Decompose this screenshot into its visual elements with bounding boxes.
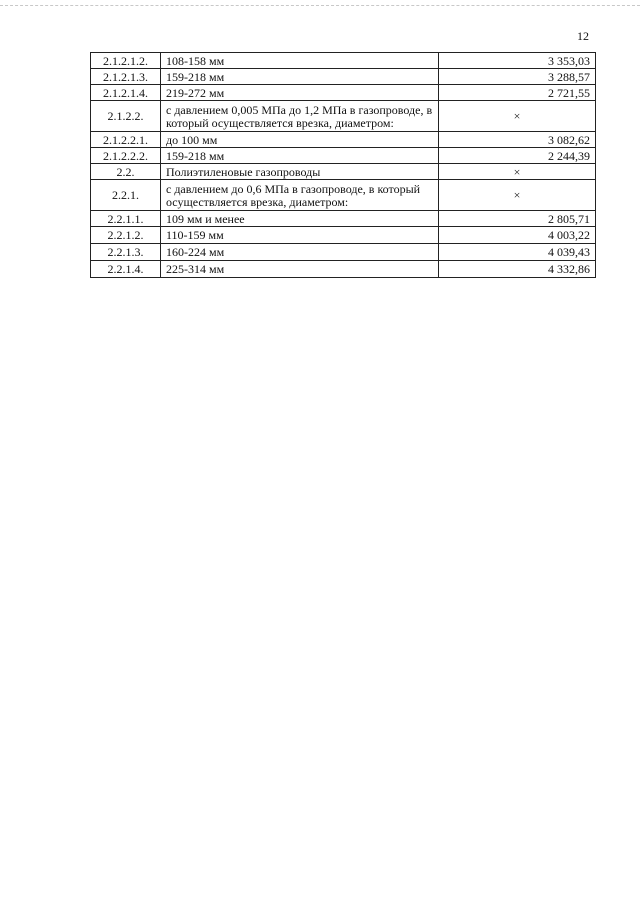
- row-number: 2.1.2.2.: [91, 101, 161, 132]
- row-description: 108-158 мм: [161, 53, 439, 69]
- row-value: 2 721,55: [439, 85, 596, 101]
- row-description: с давлением до 0,6 МПа в газопроводе, в который осуществляется врезка, диаметром:: [161, 180, 439, 211]
- not-applicable-mark: ×: [439, 164, 596, 180]
- not-applicable-mark: ×: [439, 101, 596, 132]
- table-row: [91, 85, 596, 101]
- row-value: 3 288,57: [439, 69, 596, 85]
- row-number: 2.2.1.1.: [91, 211, 161, 227]
- tariff-table-body: [91, 53, 596, 278]
- row-description: 225-314 мм: [161, 261, 439, 278]
- table-row: [91, 164, 596, 180]
- table-row: [91, 180, 596, 211]
- row-number: 2.1.2.1.4.: [91, 85, 161, 101]
- row-value: 2 805,71: [439, 211, 596, 227]
- row-number: 2.2.1.4.: [91, 261, 161, 278]
- row-description: 159-218 мм: [161, 69, 439, 85]
- row-number: 2.1.2.1.2.: [91, 53, 161, 69]
- row-description: 109 мм и менее: [161, 211, 439, 227]
- not-applicable-mark: ×: [439, 180, 596, 211]
- row-value: 3 353,03: [439, 53, 596, 69]
- scan-top-edge: [0, 5, 640, 6]
- row-number: 2.1.2.2.1.: [91, 132, 161, 148]
- row-number: 2.2.1.: [91, 180, 161, 211]
- table-row: [91, 261, 596, 278]
- row-number: 2.2.: [91, 164, 161, 180]
- table-row: [91, 101, 596, 132]
- row-value: 3 082,62: [439, 132, 596, 148]
- table-row: [91, 227, 596, 244]
- table-row: [91, 53, 596, 69]
- table-row: [91, 69, 596, 85]
- row-number: 2.1.2.1.3.: [91, 69, 161, 85]
- row-description: 159-218 мм: [161, 148, 439, 164]
- row-description: 110-159 мм: [161, 227, 439, 244]
- tariff-table: [90, 52, 596, 278]
- row-description: Полиэтиленовые газопроводы: [161, 164, 439, 180]
- row-description: 219-272 мм: [161, 85, 439, 101]
- table-row: [91, 132, 596, 148]
- table-row: [91, 148, 596, 164]
- row-description: 160-224 мм: [161, 244, 439, 261]
- row-value: 2 244,39: [439, 148, 596, 164]
- table-row: [91, 211, 596, 227]
- row-description: до 100 мм: [161, 132, 439, 148]
- row-number: 2.1.2.2.2.: [91, 148, 161, 164]
- page-number: 12: [577, 29, 589, 43]
- row-value: 4 003,22: [439, 227, 596, 244]
- row-value: 4 039,43: [439, 244, 596, 261]
- row-number: 2.2.1.3.: [91, 244, 161, 261]
- table-row: [91, 244, 596, 261]
- row-description: с давлением 0,005 МПа до 1,2 МПа в газопроводе, в который осуществляется врезка, диаметром:: [161, 101, 439, 132]
- row-value: 4 332,86: [439, 261, 596, 278]
- row-number: 2.2.1.2.: [91, 227, 161, 244]
